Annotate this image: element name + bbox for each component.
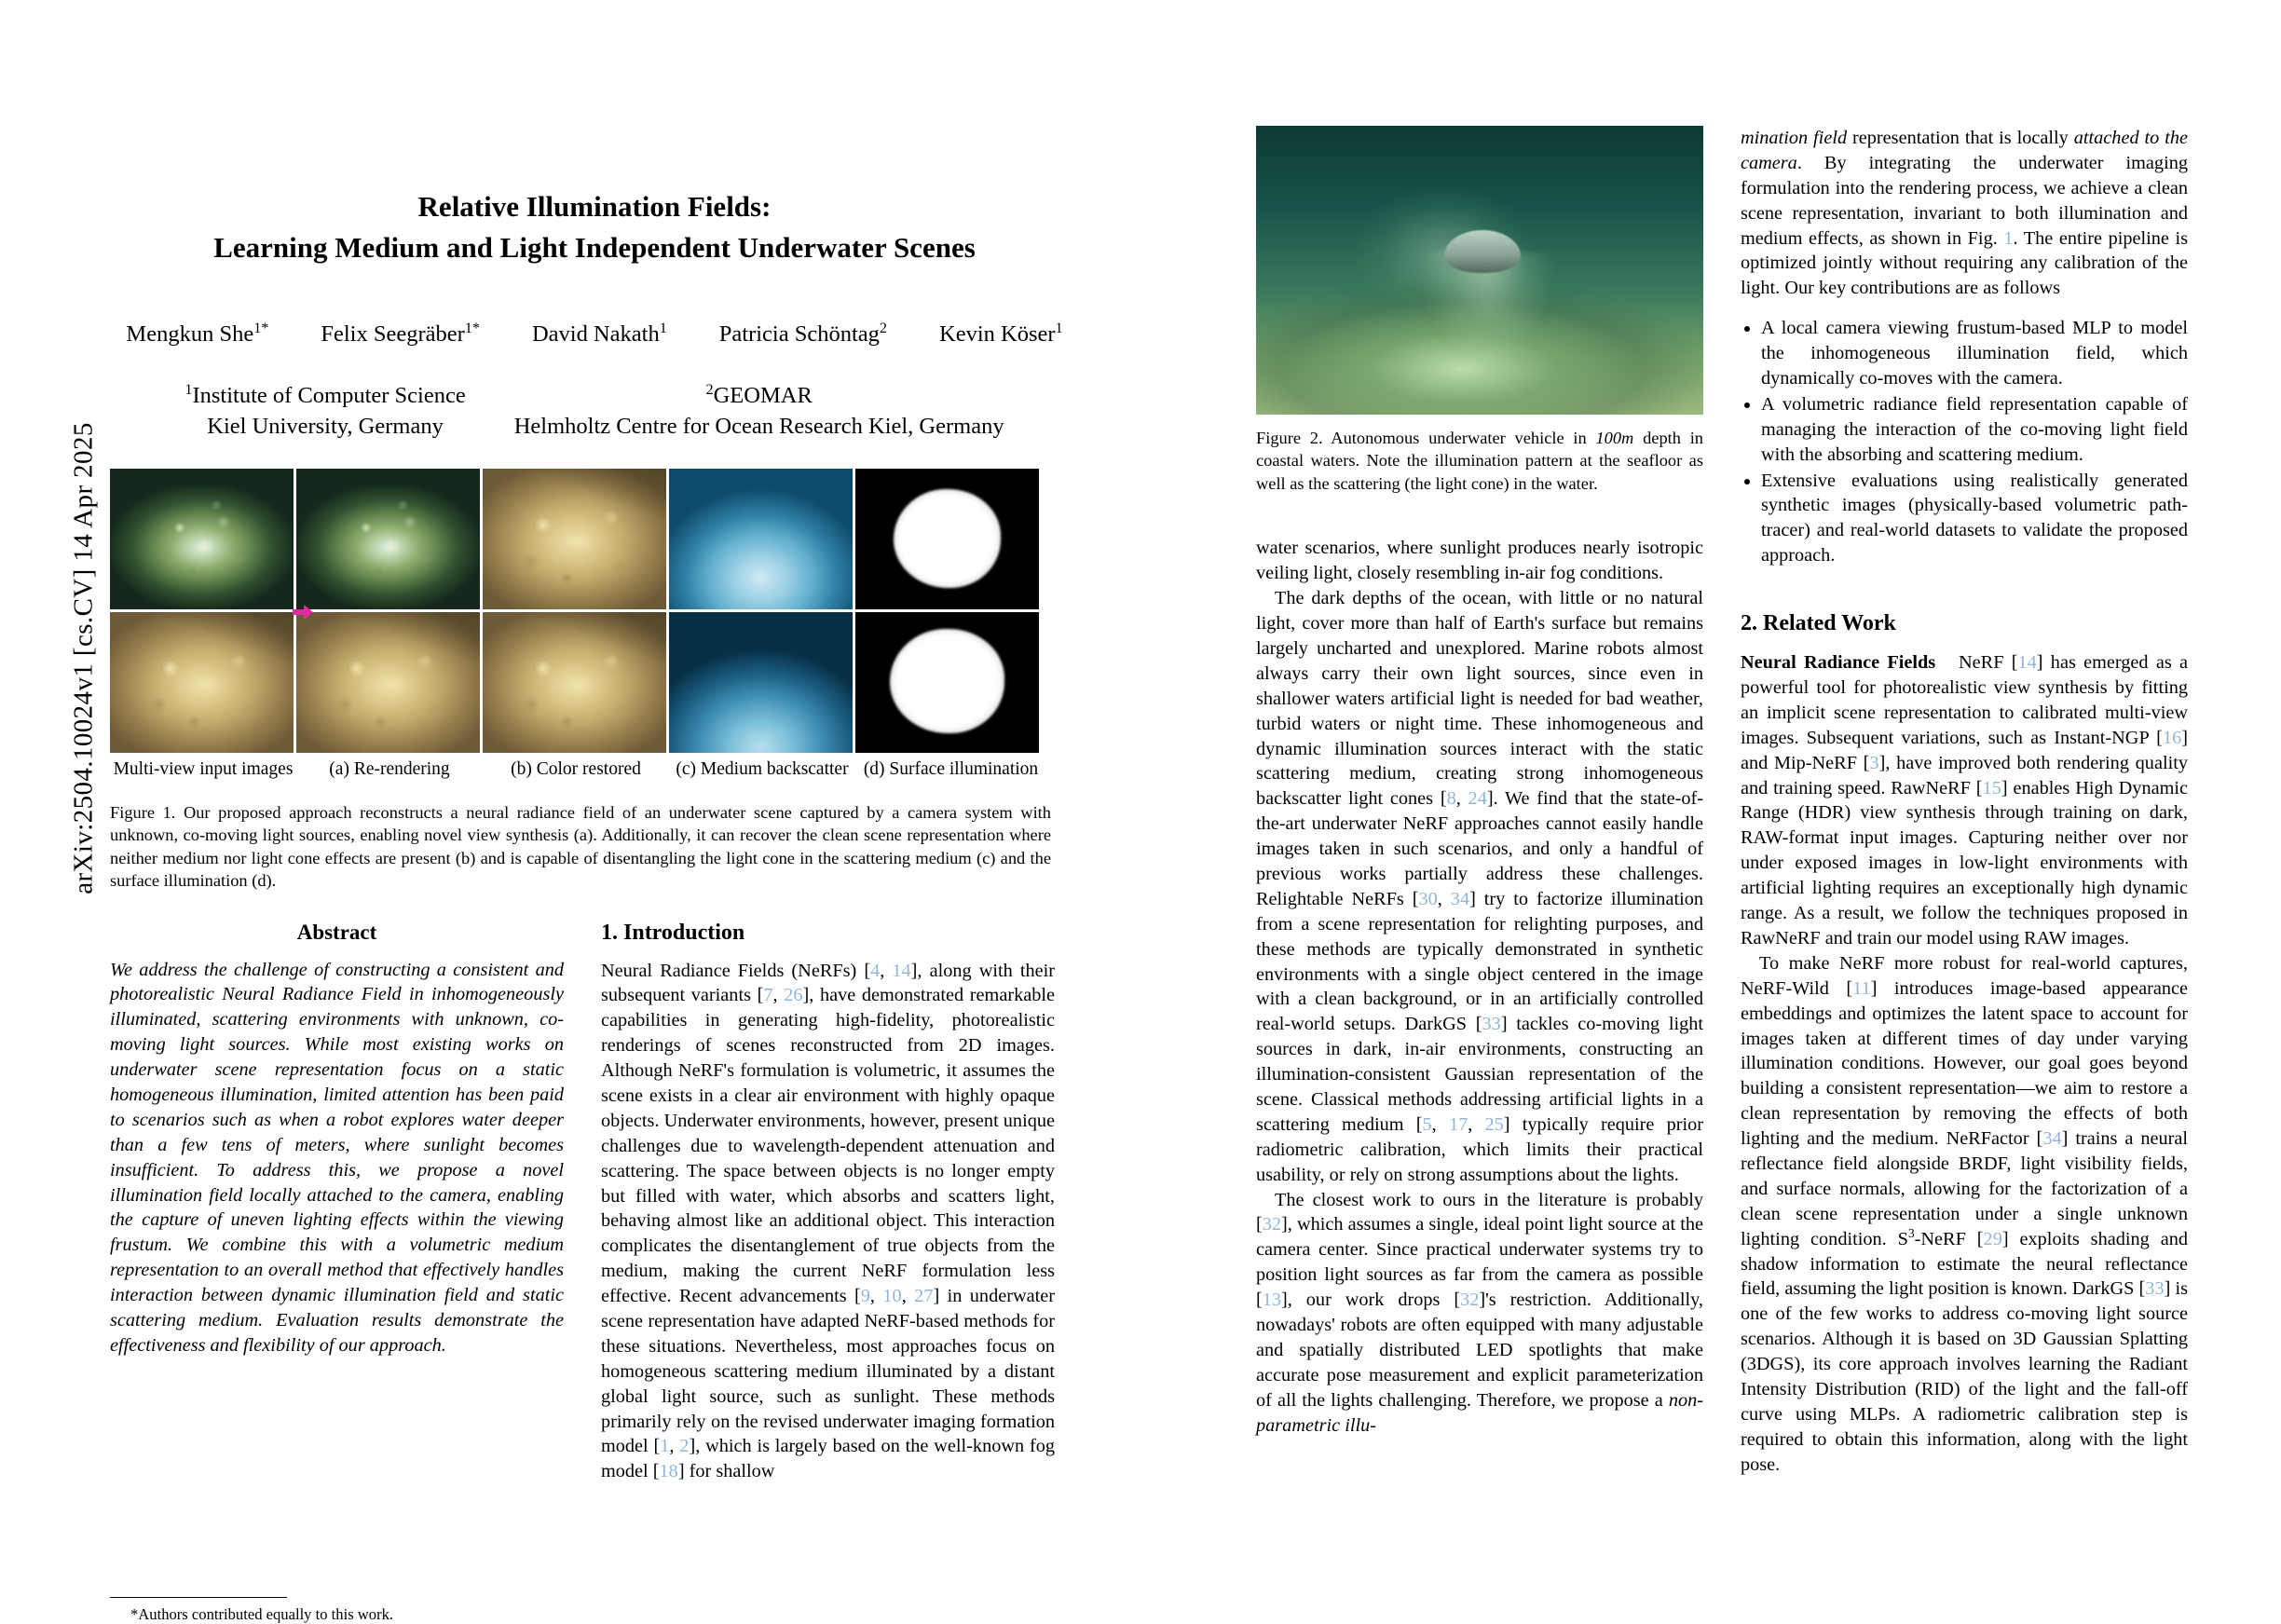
citation-link[interactable]: 26 [784, 985, 803, 1006]
author-affil-marker: 1* [253, 320, 269, 336]
title-line-2: Learning Medium and Light Independent Underwater Scenes [213, 231, 976, 265]
citation-link[interactable]: 15 [1982, 777, 2001, 798]
author-1 [321, 321, 480, 348]
citation-link[interactable]: 34 [2042, 1128, 2062, 1150]
right-arrow-icon [293, 605, 313, 620]
two-column-body [110, 921, 1056, 1624]
figure-1 [110, 469, 1051, 893]
citation-link[interactable]: 2 [679, 1436, 690, 1457]
citation-link[interactable]: 25 [1484, 1113, 1504, 1135]
light-cone-region [1417, 252, 1557, 392]
author-name: Patricia Schöntag [718, 321, 880, 348]
citation-link[interactable]: 11 [1852, 977, 1871, 999]
citation-link[interactable]: 13 [1262, 1290, 1282, 1311]
re-rendering-image-bottom [296, 612, 480, 753]
affiliation-0 [184, 381, 465, 443]
affil-line-2: Kiel University, Germany [207, 413, 444, 439]
contribution-item: • A local camera viewing frustum-based MLP to model the inhomogeneous illumination field, which dynamically co-moves with the camera. [1761, 316, 2188, 391]
column-3-paragraph-2: The dark depths of the ocean, with little or no natural light, cover more than half of Earth's surface but remains largely uncharted and unexplored. Marine robots almost always carry their own light sources, since even in shallower waters artificial light is needed for bad weather, turbid waters or night time. These inhomogeneous and dynamic illumination sources interact with the static scattering medium, creating strong inhomogeneous backscatter light cones [8, 24]. We find that the state-of-the-art underwater NeRF approaches cannot easily handle images taken in such scenarios, and only a handful of previous works partially address these challenges. Relightable NeRFs [30, 34] try to factorize illumination from a scene representation for relighting purposes, and these methods are typically demonstrated in synthetic environments with a single object centered in the image with a clean background, or in an artificially controlled real-world setups. DarkGS [33] tackles co-moving light sources in dark, in-air environments, constructing an illumination-consistent Gaussian representation of the scene. Classical methods addressing artificial lights in a scattering medium [5, 17, 25] typically require prior radiometric calibration, which limits their practical usability, or rely on strong assumptions about the lights. [1256, 588, 1704, 1185]
figure-2-caption: Figure 2. Autonomous underwater vehicle in 100m depth in coastal waters. Note the illumination pattern at the seafloor as well as the scattering (the light cone) in the water. [1256, 429, 1703, 493]
affil-line-1: Institute of Computer Science [192, 383, 466, 409]
author-3 [719, 321, 887, 348]
column-2 [601, 921, 1055, 1624]
color-restored-image-bottom [483, 612, 666, 753]
abstract-heading: Abstract [296, 920, 377, 944]
figure-1-subcaptions [110, 759, 1051, 780]
affiliation-list [110, 381, 1079, 443]
nrf-spacer [1935, 652, 1959, 673]
author-2 [532, 321, 667, 348]
figure-1-image-grid [110, 469, 1051, 753]
author-name: Kevin Köser [939, 321, 1056, 348]
author-list [110, 321, 1079, 348]
citation-link[interactable]: 4 [870, 960, 881, 981]
auv-vehicle [1444, 230, 1521, 273]
citation-link[interactable]: 29 [1983, 1228, 2002, 1249]
citation-link[interactable]: 16 [2162, 727, 2182, 748]
right-page-block [1256, 126, 2188, 1478]
figure-1-row-bottom [110, 612, 1051, 753]
introduction-paragraph-1: Neural Radiance Fields (NeRFs) [4, 14], along with their subsequent variants [7, 26], have demonstrated remarkable capabilities in generating high-fidelity, photorealistic renderings of scenes reconstructed from 2D images. Although NeRF's formulation is volumetric, it assumes the scene exists in a clear air environment with highly opaque objects. Underwater environments, however, present unique challenges due to wavelength-dependent attenuation and scattering. The space between objects is no longer empty but filled with water, which absorbs and scatters light, behaving almost like an additional object. This interaction complicates the disentanglement of true objects from the medium, making the current NeRF formulation less effective. Recent advancements [9, 10, 27] in underwater scene representation have adapted NeRF-based methods for these situations. Nevertheless, most approaches focus on homogeneous scattering medium illuminated by a distant global light source, such as sunlight. These methods primarily rely on the revised underwater imaging formation model [1, 2], which is largely based on the well-known fog model [18] for shallow [601, 960, 1056, 1482]
neural-radiance-fields-runin: Neural Radiance Fields [1741, 652, 1936, 674]
author-4 [939, 321, 1063, 348]
footnote-text: *Authors contributed equally to this work. [130, 1604, 394, 1623]
subcaption-medium-backscatter: (c) Medium backscatter [676, 758, 849, 779]
subcaption-surface-illumination: (d) Surface illumination [863, 758, 1039, 779]
citation-link[interactable]: 5 [1422, 1113, 1432, 1135]
multiview-input-image-bottom [110, 612, 294, 753]
column-4 [1741, 126, 2188, 1478]
column-spacer [1256, 495, 1703, 536]
related-work-heading: 2. Related Work [1741, 611, 1896, 636]
column-4-paragraph-3: To make NeRF more robust for real-world captures, NeRF-Wild [11] introduces image-based appearance embeddings and optimizes the latent space to account for images taken at different times of day under varying illumination conditions. However, our goal goes beyond building a consistent representation—we aim to restore a clean representation by removing the effects of both lighting and the medium. NeRFactor [34] trains a neural reflectance field alongside BRDF, light visibility fields, and surface normals, allowing for the factorization of a clean scene representation under a single unknown lighting condition. $S^3$-NeRF [29] exploits shading and shadow information to estimate the neural reflectance field, assuming the light position is known. DarkGS [33] is one of the few works to address co-moving light source scenarios. Although it is based on 3D Gaussian Splatting (3DGS), its core approach involves learning the Radiant Intensity Distribution (RID) of the light and the fall-off curve using MLPs. A radiometric calibration step is required to obtain this information, along with the light pose. [1741, 952, 2188, 1475]
medium-backscatter-image-bottom [669, 612, 853, 753]
citation-link[interactable]: 30 [1418, 888, 1438, 909]
affil-marker: 2 [705, 381, 714, 398]
affiliation-1 [514, 381, 1004, 443]
author-0 [126, 321, 268, 348]
introduction-heading: 1. Introduction [601, 920, 745, 945]
column-3-paragraph-1: water scenarios, where sunlight produces nearly isotropic veiling light, closely resembling in-air fog conditions. [1256, 538, 1703, 584]
contribution-item: • Extensive evaluations using realistically generated synthetic images (physically-based volumetric path-tracer) and real-world datasets to validate the proposed approach. [1761, 469, 2188, 569]
subcaption-rerendering: (a) Re-rendering [329, 758, 450, 779]
column-4-paragraph-2 [1741, 650, 2188, 951]
citation-link[interactable]: 14 [2017, 652, 2037, 674]
multiview-input-image-top [110, 469, 294, 609]
author-affil-marker: 1 [1055, 320, 1063, 336]
figure-1-caption: Figure 1. Our proposed approach reconstructs a neural radiance field of an underwater scene captured by a camera system with unknown, co-moving light sources, enabling novel view synthesis (a). Additionally, it can recover the clean scene representation where neither medium nor light cone effects are present (b) and is capable of disentangling the light cone in the scattering medium (c) and the surface illumination (d). [110, 802, 1051, 891]
citation-link[interactable]: 27 [914, 1286, 934, 1307]
author-affil-marker: 2 [879, 320, 887, 336]
abstract-body: We address the challenge of constructing a consistent and photorealistic Neural Radiance Field in inhomogeneously illuminated, scattering environments with unknown, co-moving light sources. While most existing works on underwater scene representation focus on a static homogeneous illumination, limited attention has been paid to scenarios such as when a robot explores water deeper than a few tens of meters, where sunlight becomes insufficient. To address this, we propose a novel illumination field locally attached to the camera, enabling the capture of uneven lighting effects within the viewing frustum. We combine this with a volumetric medium representation to an overall method that effectively handles interaction between dynamic illumination field and static scattering medium. Evaluation results demonstrate the effectiveness and flexibility of our approach. [110, 959, 564, 1356]
author-name: David Nakath [531, 321, 660, 348]
left-page-block [110, 112, 1079, 1624]
page-title [110, 112, 1079, 268]
figure-2-image [1256, 126, 1703, 415]
author-name: Mengkun She [126, 321, 254, 348]
citation-link[interactable]: 17 [1448, 1113, 1468, 1135]
citation-link[interactable]: 34 [1450, 888, 1470, 909]
citation-link[interactable]: 1 [2003, 227, 2014, 249]
column-3-paragraph-3: The closest work to ours in the literature is probably [32], which assumes a single, ideal point light source at the camera center. Since practical underwater systems try to position light sources as far from the camera as possible [13], our work drops [32]'s restriction. Additionally, nowadays' robots are often equipped with many adjustable and spatially distributed LED spotlights that make accurate pose measurement and explicit parameterization of all the lights challenging. Therefore, we propose a non-parametric illu- [1256, 1189, 1703, 1436]
citation-link[interactable]: 9 [860, 1286, 870, 1307]
column-4-paragraph-1: mination field representation that is locally attached to the camera. By integrating the underwater imaging formulation into the rendering process, we achieve a clean scene representation, invariant to both illumination and medium effects, as shown in Fig. 1. The entire pipeline is optimized jointly without requiring any calibration of the light. Our key contributions are as follows [1741, 128, 2188, 299]
subcaption-color-restored: (b) Color restored [511, 758, 641, 779]
citation-link[interactable]: 32 [1460, 1290, 1480, 1311]
author-affil-marker: 1 [659, 320, 667, 336]
affil-marker: 1 [184, 381, 193, 398]
affil-line-1: GEOMAR [713, 383, 813, 409]
citation-link[interactable]: 10 [882, 1286, 902, 1307]
citation-link[interactable]: 33 [1482, 1014, 1501, 1035]
medium-backscatter-image-top [669, 469, 853, 609]
affil-line-2: Helmholtz Centre for Ocean Research Kiel, Germany [513, 413, 1004, 439]
citation-link[interactable]: 24 [1468, 788, 1487, 810]
citation-link[interactable]: 3 [1869, 752, 1879, 773]
citation-link[interactable]: 33 [2145, 1278, 2165, 1300]
footnote-divider [110, 1597, 287, 1598]
citation-link[interactable]: 32 [1262, 1214, 1282, 1235]
color-restored-image-top [483, 469, 666, 609]
nrf-body: NeRF [14] has emerged as a powerful tool for photorealistic view synthesis by fitting an implicit scene representation to calibrated multi-view images. Subsequent variations, such as Instant-NGP [16] and Mip-NeRF [3], have improved both rendering quality and training speed. RawNeRF [15] enables High Dynamic Range (HDR) view synthesis through training on dark, RAW-format input images. Capturing neither over nor under exposed images in low-light environments with artificial lighting requires an exceptionally high dynamic range. As a result, we follow the techniques proposed in RawNeRF and train our model using RAW images. [1741, 652, 2189, 948]
citation-link[interactable]: 14 [892, 960, 911, 981]
column-1 [110, 921, 564, 1624]
surface-illumination-image-bottom [855, 612, 1039, 753]
title-line-1: Relative Illumination Fields: [417, 190, 772, 223]
citation-link[interactable]: 8 [1446, 788, 1456, 810]
arxiv-stamp: arXiv:2504.10024v1 [cs.CV] 14 Apr 2025 [68, 422, 99, 894]
citation-link[interactable]: 18 [659, 1461, 678, 1482]
contributions-list [1741, 316, 2188, 568]
figure-1-row-top [110, 469, 1051, 609]
surface-illumination-image-top [855, 469, 1039, 609]
author-name: Felix Seegräber [321, 321, 465, 348]
subcaption-multiview: Multi-view input images [113, 758, 294, 779]
author-affil-marker: 1* [464, 320, 480, 336]
citation-link[interactable]: 1 [660, 1436, 670, 1457]
re-rendering-image-top [296, 469, 480, 609]
contribution-item: • A volumetric radiance field representation capable of managing the interaction of the co-moving light field with the absorbing and scattering medium. [1761, 392, 2188, 468]
citation-link[interactable]: 7 [763, 985, 773, 1006]
column-3 [1256, 126, 1703, 1478]
